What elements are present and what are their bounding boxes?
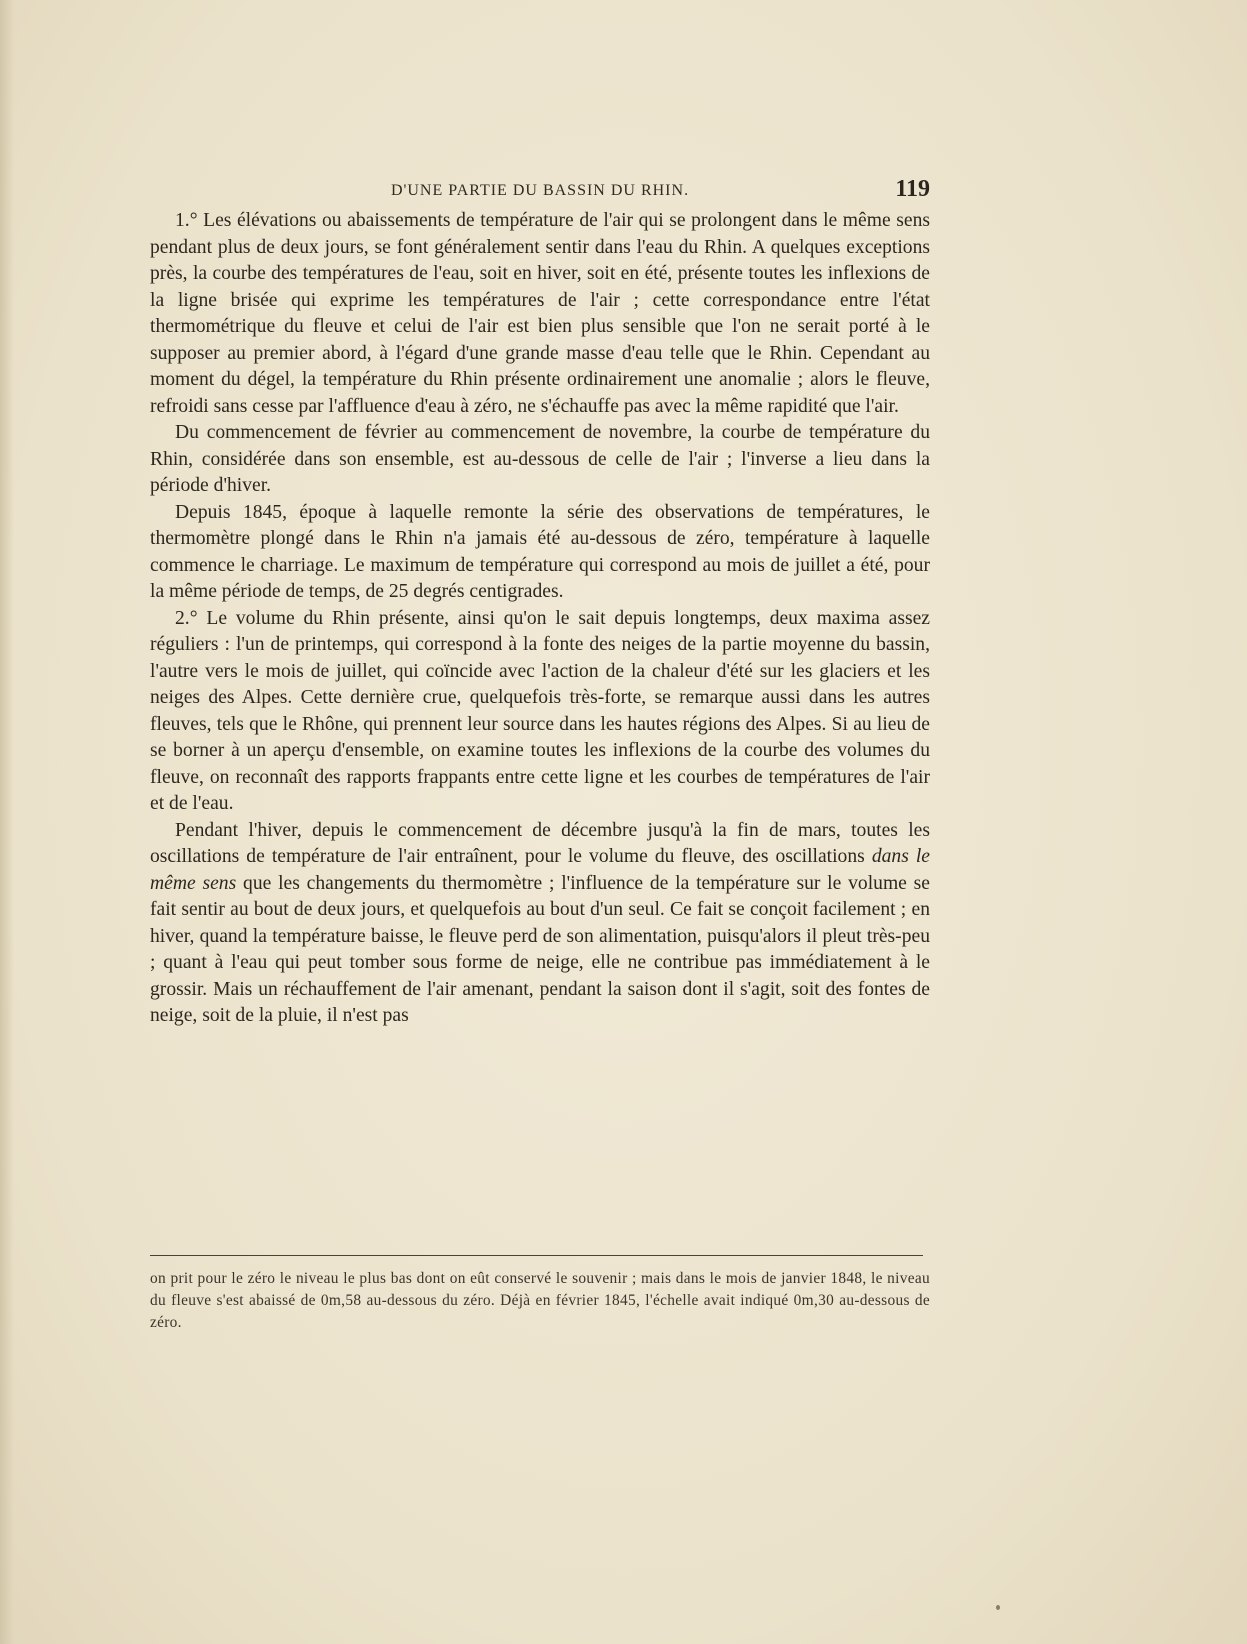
paragraph-temperature-correspondence: 1.° Les élévations ou abaissements de température de l'air qui se prolongent dans le même sens pendant plus de deux jours, se font généralement sentir dans l'eau du Rhin. A quelques exceptions près, la courbe des températures de l'eau, soit en hiver, soit en été, présente toutes les inflexions de la ligne brisée qui exprime les températures de l'air ; cette correspondance entre l'état thermométrique du fleuve et celui de l'air est bien plus sensible que l'on ne serait porté à le supposer au premier abord, à l'égard d'une grande masse d'eau telle que le Rhin. Cependant au moment du dégel, la température du Rhin présente ordinairement une anomalie ; alors le fleuve, refroidi sans cesse par l'affluence d'eau à zéro, ne s'échauffe pas avec la même rapidité que l'air. — [150, 210, 930, 417]
paragraph-curve-comparison: Du commencement de février au commencement de novembre, la courbe de température du Rhin, considérée dans son ensemble, est au-dessous de celle de l'air ; l'inverse a lieu dans la période d'hiver. — [150, 422, 930, 496]
footnote: on prit pour le zéro le niveau le plus bas dont on eût conservé le souvenir ; mais dans le mois de janvier 1848, le niveau du fleuve s'est abaissé de 0m,58 au-dessous du zéro. Déjà en février 1845, l'échelle avait indiqué 0m,30 au-dessous de zéro. — [150, 1270, 930, 1331]
page-number: 119 — [895, 176, 930, 202]
italic-phrase: dans le même sens — [150, 846, 931, 894]
paragraph-winter-oscillations — [150, 818, 930, 1030]
winter-text-start: Pendant l'hiver, depuis le commencement de décembre jusqu'à la fin de mars, toutes les oscillations de température de l'air entraînent, pour le volume du fleuve, des oscillations — [150, 819, 930, 867]
winter-text-end: que les changements du thermomètre ; l'influence de la température sur le volume se fait sentir au bout de deux jours, et quelquefois au bout d'un seul. Ce fait se conçoit facilement ; en hiver, quand la température baisse, le fleuve perd de son alimentation, puisqu'alors il pleut très-peu ; quant à l'eau qui peut tomber sous forme de neige, elle ne contribue pas immédiatement à le grossir. Mais un réchauffement de l'air amenant, pendant la saison dont il s'agit, soit des fontes de neige, soit de la pluie, il n'est pas — [150, 872, 930, 1026]
scan-edge-shadow — [0, 0, 14, 1644]
page-header — [150, 178, 930, 208]
running-head: D'UNE PARTIE DU BASSIN DU RHIN. — [390, 182, 690, 199]
ink-speck — [996, 1605, 1000, 1610]
body-text — [150, 208, 930, 1030]
footnote-divider — [150, 1255, 923, 1256]
paragraph-observations-since-1845: Depuis 1845, époque à laquelle remonte la série des observations de températures, le thermomètre plongé dans le Rhin n'a jamais été au-dessous de zéro, température à laquelle commence le charriage. Le maximum de température qui correspond au mois de juillet a été, pour la même période de temps, de 25 degrés centigrades. — [150, 501, 930, 602]
paragraph-volume-maxima: 2.° Le volume du Rhin présente, ainsi qu'on le sait depuis longtemps, deux maxima assez réguliers : l'un de printemps, qui correspond à la fonte des neiges de la partie moyenne du bassin, l'autre vers le mois de juillet, qui coïncide avec l'action de la chaleur d'été sur les glaciers et les neiges des Alpes. Cette dernière crue, quelquefois très-forte, se remarque aussi dans les autres fleuves, tels que le Rhône, qui prennent leur source dans les hautes régions des Alpes. Si au lieu de se borner à un aperçu d'ensemble, on examine toutes les inflexions de la courbe des volumes du fleuve, on reconnaît des rapports frappants entre cette ligne et les courbes de températures de l'air et de l'eau. — [150, 607, 930, 814]
